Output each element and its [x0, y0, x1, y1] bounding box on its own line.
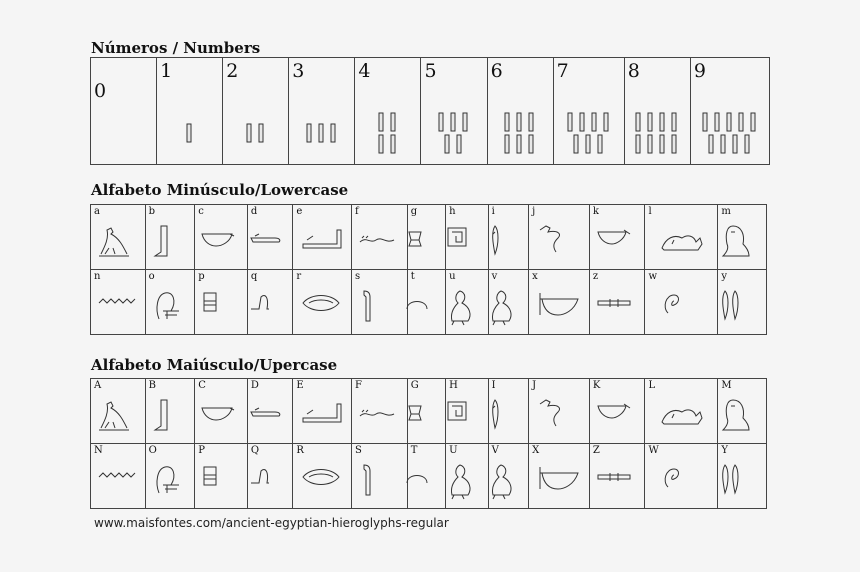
glyph-letter: r [296, 271, 302, 282]
stroke-mark [391, 135, 395, 153]
glyph-letter: o [148, 271, 155, 282]
glyph-cell [446, 379, 489, 444]
five-strokes-icon [434, 111, 474, 157]
double-reed-icon [721, 289, 763, 325]
number-label: 2 [226, 60, 239, 82]
seven-strokes-icon [563, 111, 615, 157]
bread-loaf-icon [405, 289, 447, 325]
glyph-cell [91, 205, 146, 270]
reed-leaf-icon [487, 224, 529, 260]
glyph-letter: Z [592, 445, 600, 456]
hill-icon [249, 289, 291, 325]
uppercase-table [90, 378, 767, 509]
two-strokes-icon [242, 122, 270, 146]
glyph-cell [718, 205, 767, 270]
six-strokes-icon [500, 111, 540, 157]
glyph-letter: s [355, 271, 361, 282]
foot-icon [149, 224, 191, 260]
glyph-letter: z [592, 271, 599, 282]
stroke-mark [586, 135, 590, 153]
glyph-cell [195, 205, 248, 270]
glyph-cell [645, 205, 718, 270]
stroke-mark [598, 135, 602, 153]
stroke-mark [672, 135, 676, 153]
stroke-mark [439, 113, 443, 131]
glyph-letter: T [410, 445, 418, 456]
glyph-cell [488, 270, 528, 335]
stroke-mark [648, 135, 652, 153]
rope-loop-icon [149, 463, 191, 499]
jar-stand-icon [405, 224, 447, 260]
stroke-mark [648, 113, 652, 131]
glyph-cell [529, 205, 590, 270]
eight-strokes-icon [631, 111, 683, 157]
glyph-cell [91, 444, 146, 509]
stroke-mark [247, 124, 251, 142]
glyph-letter: P [198, 445, 205, 456]
glyph-cell [718, 270, 767, 335]
horned-viper-icon [358, 398, 400, 434]
uppercase-heading: Alfabeto Maiúsculo/Upercase [91, 356, 338, 374]
glyph-letter: B [148, 380, 156, 391]
glyph-cell [589, 205, 645, 270]
glyph-cell [247, 270, 293, 335]
glyph-letter: Y [721, 445, 728, 456]
glyph-letter: H [449, 380, 458, 391]
glyph-cell [407, 205, 445, 270]
owl-icon [721, 224, 763, 260]
one-stroke-icon [182, 122, 198, 146]
glyph-letter: G [410, 380, 419, 391]
stroke-mark [568, 113, 572, 131]
glyph-letter: X [532, 445, 540, 456]
glyph-letter: W [648, 445, 659, 456]
glyph-cell [645, 270, 718, 335]
number-label: 1 [160, 60, 173, 82]
stroke-mark [379, 113, 383, 131]
stroke-mark [703, 113, 707, 131]
numbers-heading: Números / Numbers [91, 39, 261, 57]
hill-icon [249, 463, 291, 499]
basket-loop-icon [538, 463, 580, 499]
glyph-letter: A [94, 380, 102, 391]
number-cell [223, 58, 289, 165]
vulture-icon [97, 398, 139, 434]
stroke-mark [636, 113, 640, 131]
glyph-cell [589, 444, 645, 509]
glyph-cell [529, 379, 590, 444]
mouth-icon [301, 463, 343, 499]
glyph-cell [488, 444, 528, 509]
glyph-cell [718, 379, 767, 444]
number-cell [157, 58, 223, 165]
courtyard-icon [446, 224, 488, 260]
four-strokes-icon [374, 111, 402, 157]
stroke-mark [463, 113, 467, 131]
stroke-mark [660, 113, 664, 131]
glyph-letter: v [491, 271, 498, 282]
glyph-cell [645, 379, 718, 444]
glyph-cell [352, 270, 408, 335]
owl-icon [721, 398, 763, 434]
rope-coil-icon [660, 463, 702, 499]
number-label: 0 [94, 80, 107, 102]
reed-mat-icon [301, 224, 343, 260]
nine-strokes-icon [698, 111, 762, 157]
glyph-cell [529, 444, 590, 509]
stroke-mark [517, 135, 521, 153]
glyph-cell [247, 379, 293, 444]
number-label: 6 [490, 60, 503, 82]
door-bolt-icon [596, 289, 638, 325]
stroke-mark [733, 135, 737, 153]
stroke-mark [745, 135, 749, 153]
glyph-cell [407, 444, 445, 509]
number-label: 4 [358, 60, 371, 82]
glyph-letter: N [94, 445, 103, 456]
stroke-mark [259, 124, 263, 142]
glyph-letter: j [532, 206, 536, 217]
glyph-cell [352, 444, 408, 509]
glyph-cell [589, 270, 645, 335]
glyph-letter: i [491, 206, 495, 217]
basket-handle-icon [596, 224, 638, 260]
cobra-icon [538, 224, 580, 260]
number-label: 8 [627, 60, 640, 82]
rope-coil-icon [660, 289, 702, 325]
glyph-cell [293, 379, 352, 444]
hand-icon [249, 224, 291, 260]
glyph-cell [407, 270, 445, 335]
glyph-letter: M [721, 380, 732, 391]
mouth-icon [301, 289, 343, 325]
reed-leaf-icon [487, 398, 529, 434]
glyph-row [91, 270, 767, 335]
glyph-cell [446, 270, 489, 335]
glyph-cell [529, 270, 590, 335]
quail-chick-icon [446, 463, 488, 499]
numbers-table [90, 57, 770, 165]
courtyard-icon [446, 398, 488, 434]
glyph-letter: Q [250, 445, 260, 456]
basket-loop-icon [538, 289, 580, 325]
glyph-letter: x [532, 271, 538, 282]
bread-loaf-icon [405, 463, 447, 499]
glyph-cell [589, 379, 645, 444]
stroke-mark [391, 113, 395, 131]
glyph-letter: p [198, 271, 205, 282]
number-cell [355, 58, 421, 165]
number-cell [421, 58, 487, 165]
stroke-mark [672, 113, 676, 131]
horned-viper-icon [358, 224, 400, 260]
stroke-mark [709, 135, 713, 153]
stroke-mark [445, 135, 449, 153]
glyph-cell [195, 270, 248, 335]
glyph-cell [352, 205, 408, 270]
stroke-mark [660, 135, 664, 153]
number-cell [690, 58, 769, 165]
stroke-mark [451, 113, 455, 131]
glyph-cell [247, 205, 293, 270]
glyph-letter: t [410, 271, 415, 282]
glyph-cell [145, 270, 195, 335]
stroke-mark [727, 113, 731, 131]
rope-loop-icon [149, 289, 191, 325]
glyph-letter: q [250, 271, 258, 282]
glyph-cell [145, 379, 195, 444]
stroke-mark [751, 113, 755, 131]
number-cell [487, 58, 553, 165]
reed-mat-icon [301, 398, 343, 434]
jar-stand-icon [405, 398, 447, 434]
glyph-cell [247, 444, 293, 509]
number-cell [624, 58, 690, 165]
quail-chick-icon [487, 463, 529, 499]
stroke-mark [187, 124, 191, 142]
basket-icon [200, 398, 242, 434]
glyph-letter: R [296, 445, 304, 456]
number-cell [91, 58, 157, 165]
basket-handle-icon [596, 398, 638, 434]
glyph-cell [145, 205, 195, 270]
stroke-mark [517, 113, 521, 131]
stroke-mark [739, 113, 743, 131]
glyph-letter: C [198, 380, 206, 391]
lion-icon [660, 224, 702, 260]
glyph-letter: l [648, 206, 652, 217]
lowercase-heading: Alfabeto Minúsculo/Lowercase [91, 181, 349, 199]
number-label: 5 [424, 60, 437, 82]
glyph-letter: I [491, 380, 496, 391]
number-cell [289, 58, 355, 165]
glyph-cell [293, 444, 352, 509]
basket-icon [200, 224, 242, 260]
stroke-mark [379, 135, 383, 153]
glyph-letter: S [355, 445, 362, 456]
glyph-cell [407, 379, 445, 444]
glyph-letter: f [355, 206, 359, 217]
glyph-letter: b [148, 206, 156, 217]
water-icon [97, 289, 139, 325]
glyph-cell [488, 379, 528, 444]
glyph-cell [446, 444, 489, 509]
stroke-mark [604, 113, 608, 131]
glyph-letter: L [648, 380, 656, 391]
quail-chick-icon [487, 289, 529, 325]
glyph-cell [488, 205, 528, 270]
glyph-cell [446, 205, 489, 270]
foot-icon [149, 398, 191, 434]
stroke-mark [574, 135, 578, 153]
water-icon [97, 463, 139, 499]
glyph-cell [293, 205, 352, 270]
stroke-mark [505, 113, 509, 131]
glyph-letter: U [449, 445, 458, 456]
glyph-letter: n [94, 271, 101, 282]
stroke-mark [721, 135, 725, 153]
stroke-mark [457, 135, 461, 153]
glyph-cell [91, 379, 146, 444]
stroke-mark [529, 135, 533, 153]
three-strokes-icon [302, 122, 342, 146]
stroke-mark [636, 135, 640, 153]
glyph-row [91, 205, 767, 270]
glyph-letter: c [198, 206, 204, 217]
glyph-letter: a [94, 206, 100, 217]
stroke-mark [715, 113, 719, 131]
glyph-row [91, 444, 767, 509]
stool-icon [200, 463, 242, 499]
stroke-mark [307, 124, 311, 142]
stroke-mark [319, 124, 323, 142]
folded-cloth-icon [358, 463, 400, 499]
glyph-cell [718, 444, 767, 509]
glyph-cell [645, 444, 718, 509]
glyph-letter: h [449, 206, 456, 217]
stroke-mark [505, 135, 509, 153]
stroke-mark [529, 113, 533, 131]
footer-url: www.maisfontes.com/ancient-egyptian-hieroglyphs-regular [94, 516, 449, 530]
glyph-cell [195, 379, 248, 444]
glyph-letter: k [592, 206, 599, 217]
number-label: 9 [693, 60, 706, 82]
lion-icon [660, 398, 702, 434]
stool-icon [200, 289, 242, 325]
stroke-mark [331, 124, 335, 142]
glyph-cell [352, 379, 408, 444]
vulture-icon [97, 224, 139, 260]
cobra-icon [538, 398, 580, 434]
door-bolt-icon [596, 463, 638, 499]
glyph-cell [195, 444, 248, 509]
glyph-letter: w [648, 271, 658, 282]
folded-cloth-icon [358, 289, 400, 325]
glyph-letter: K [592, 380, 601, 391]
quail-chick-icon [446, 289, 488, 325]
glyph-letter: e [296, 206, 303, 217]
glyph-cell [293, 270, 352, 335]
glyph-letter: u [449, 271, 456, 282]
stroke-mark [580, 113, 584, 131]
glyph-letter: d [250, 206, 258, 217]
glyph-letter: E [296, 380, 304, 391]
glyph-cell [91, 270, 146, 335]
glyph-letter: F [355, 380, 362, 391]
glyph-letter: g [410, 206, 418, 217]
lowercase-table [90, 204, 767, 335]
double-reed-icon [721, 463, 763, 499]
glyph-letter: V [491, 445, 499, 456]
glyph-row [91, 379, 767, 444]
stroke-mark [592, 113, 596, 131]
glyph-letter: O [148, 445, 157, 456]
hand-icon [249, 398, 291, 434]
number-cell [553, 58, 624, 165]
glyph-letter: D [250, 380, 259, 391]
glyph-letter: y [721, 271, 727, 282]
number-label: 7 [556, 60, 569, 82]
glyph-letter: m [721, 206, 731, 217]
glyph-cell [145, 444, 195, 509]
number-label: 3 [292, 60, 305, 82]
glyph-letter: J [532, 380, 537, 391]
